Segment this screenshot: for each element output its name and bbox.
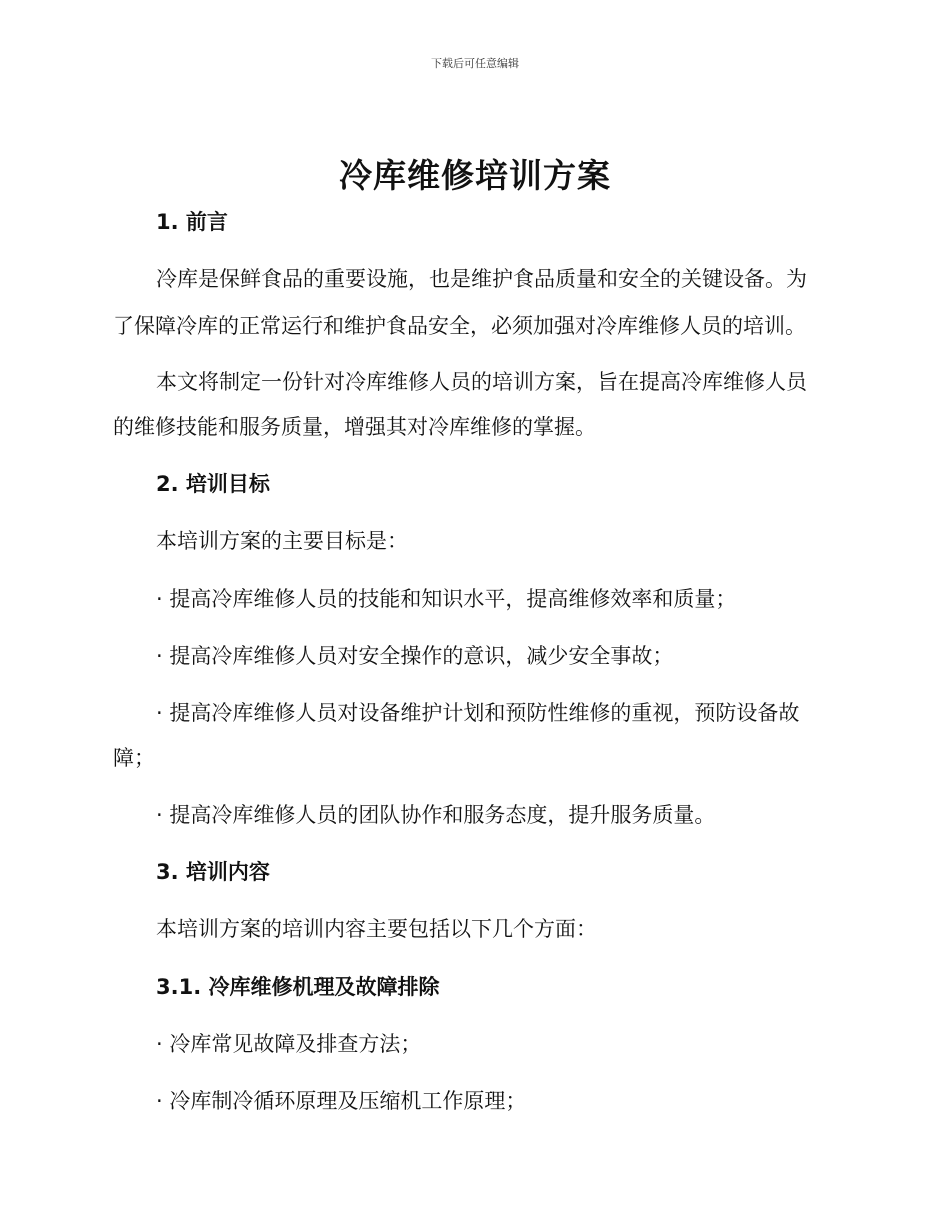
list-item: · 提高冷库维修人员的团队协作和服务态度，提升服务质量。	[156, 803, 716, 827]
paragraph-line: 本培训方案的培训内容主要包括以下几个方面：	[156, 917, 597, 941]
section-3-heading: 3. 培训内容	[156, 860, 270, 884]
list-item-continuation: 障；	[113, 746, 155, 770]
list-item: · 提高冷库维修人员的技能和知识水平，提高维修效率和质量；	[156, 587, 737, 611]
paragraph-line: 了保障冷库的正常运行和维护食品安全，必须加强对冷库维修人员的培训。	[113, 314, 806, 338]
paragraph-line: 本文将制定一份针对冷库维修人员的培训方案，旨在提高冷库维修人员	[156, 370, 807, 394]
section-1-heading: 1. 前言	[156, 210, 228, 234]
page-header-note: 下载后可任意编辑	[431, 57, 519, 70]
paragraph-line: 冷库是保鲜食品的重要设施，也是维护食品质量和安全的关键设备。为	[156, 267, 807, 291]
list-item: · 提高冷库维修人员对安全操作的意识，减少安全事故；	[156, 644, 674, 668]
section-3-1-heading: 3.1. 冷库维修机理及故障排除	[156, 975, 440, 999]
list-item: · 冷库制冷循环原理及压缩机工作原理；	[156, 1089, 527, 1113]
list-item: · 提高冷库维修人员对设备维护计划和预防性维修的重视，预防设备故	[156, 701, 800, 725]
document-title: 冷库维修培训方案	[339, 156, 611, 195]
paragraph-line: 的维修技能和服务质量，增强其对冷库维修的掌握。	[113, 415, 596, 439]
section-2-heading: 2. 培训目标	[156, 472, 270, 496]
paragraph-line: 本培训方案的主要目标是：	[156, 529, 408, 553]
list-item: · 冷库常见故障及排查方法；	[156, 1032, 422, 1056]
